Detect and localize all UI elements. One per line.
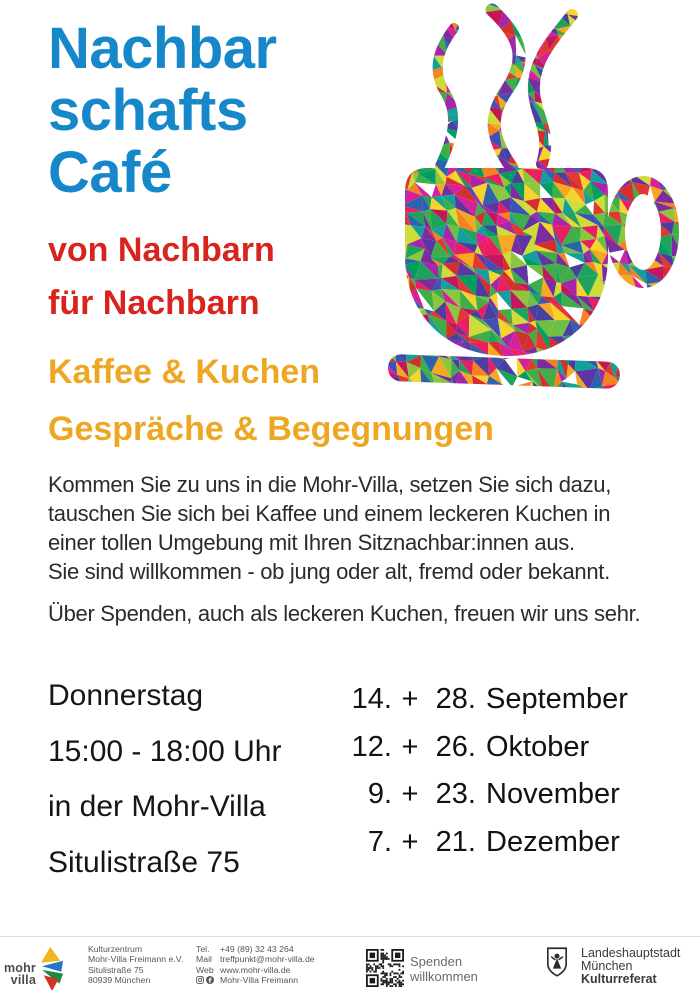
- social-value: Mohr-Villa Freimann: [220, 975, 299, 986]
- qr-label: [410, 954, 478, 984]
- highlight-line-2: Gespräche & Begegnungen: [48, 410, 494, 448]
- mosaic-triangles: [380, 0, 700, 400]
- highlight-line-1: Kaffee & Kuchen: [48, 353, 321, 391]
- tel-value: +49 (89) 32 43 264: [220, 944, 294, 954]
- web-label: Web: [196, 964, 214, 975]
- mail-label: Mail: [196, 954, 212, 965]
- date-row-2-plus: +: [401, 730, 419, 763]
- date-row-1-month: September: [486, 683, 628, 715]
- subtitle-line-1: von Nachbarn: [48, 231, 275, 269]
- city-sponsor-block: [581, 947, 680, 985]
- title-line-1: Nachbar: [48, 16, 277, 81]
- title-line-3: Café: [48, 140, 172, 205]
- date-row-2-month: Oktober: [486, 730, 590, 763]
- web-value: www.mohr-villa.de: [220, 964, 291, 975]
- qr-label-line-2: willkommen: [410, 969, 478, 984]
- date-row-3-day1: 9.: [367, 778, 392, 810]
- schedule-day: Donnerstag: [48, 679, 204, 712]
- logo-word-1: mohr: [3, 961, 36, 975]
- city-line-3: Kulturreferat: [581, 971, 657, 986]
- address-line-3: Situlistraße 75: [88, 964, 144, 975]
- instagram-icon: [196, 976, 204, 984]
- date-row-3-plus: +: [401, 778, 419, 810]
- schedule-info: [48, 668, 281, 890]
- title-line-2: schafts: [48, 78, 248, 143]
- intro-line-1: Kommen Sie zu uns in die Mohr-Villa, setzen Sie sich dazu,: [48, 472, 612, 497]
- intro-line-4: Sie sind willkommen - ob jung oder alt, fremd oder bekannt.: [48, 559, 610, 584]
- dates-list: [348, 676, 628, 866]
- date-row-1-day2: 28.: [435, 683, 476, 715]
- address-block: [88, 944, 183, 986]
- coffee-cup-mosaic-illustration: [380, 0, 700, 400]
- footer-divider: [0, 936, 700, 937]
- facebook-icon: [206, 976, 214, 984]
- schedule-street: Situlistraße 75: [48, 845, 240, 879]
- date-row-3-month: November: [486, 778, 620, 810]
- date-row-2-day1: 12.: [351, 730, 392, 763]
- mail-value: treffpunkt@mohr-villa.de: [220, 954, 315, 965]
- date-row-4-day1: 7.: [367, 825, 392, 858]
- poster-subtitle: [48, 224, 275, 330]
- city-line-2: München: [581, 958, 633, 973]
- intro-line-3: einer tollen Umgebung mit Ihren Sitznachbar:innen aus.: [48, 530, 575, 555]
- poster-title: [48, 18, 277, 204]
- date-row-1-day1: 14.: [351, 683, 392, 715]
- qr-code: [366, 949, 404, 987]
- city-line-1: Landeshauptstadt: [581, 946, 681, 960]
- tel-label: Tel.: [196, 944, 210, 954]
- date-row-3-day2: 23.: [435, 778, 476, 810]
- address-line-4: 80939 München: [88, 975, 151, 986]
- date-row-4-plus: +: [401, 825, 419, 858]
- mohr-villa-logo-text: [2, 963, 36, 986]
- munich-coat-of-arms-icon: [546, 947, 568, 977]
- intro-paragraph: [48, 470, 611, 586]
- mohr-villa-pinwheel-icon: [38, 947, 68, 990]
- date-row-4-day2: 21.: [435, 825, 476, 858]
- address-line-2: Mohr-Villa Freimann e.V.: [88, 954, 184, 965]
- subtitle-line-2: für Nachbarn: [48, 284, 260, 322]
- schedule-time: 15:00 - 18:00 Uhr: [48, 734, 282, 768]
- intro-line-2: tauschen Sie sich bei Kaffee und einem leckeren Kuchen in: [48, 501, 611, 526]
- address-line-1: Kulturzentrum: [88, 944, 143, 954]
- donation-line: Über Spenden, auch als leckeren Kuchen, freuen wir uns sehr.: [48, 601, 641, 626]
- logo-word-2: villa: [10, 972, 36, 987]
- date-row-4-month: Dezember: [486, 825, 620, 858]
- qr-label-line-1: Spenden: [410, 954, 463, 969]
- contact-block: [196, 944, 315, 986]
- date-row-1-plus: +: [401, 683, 419, 715]
- schedule-place: in der Mohr-Villa: [48, 790, 266, 823]
- date-row-2-day2: 26.: [435, 730, 476, 763]
